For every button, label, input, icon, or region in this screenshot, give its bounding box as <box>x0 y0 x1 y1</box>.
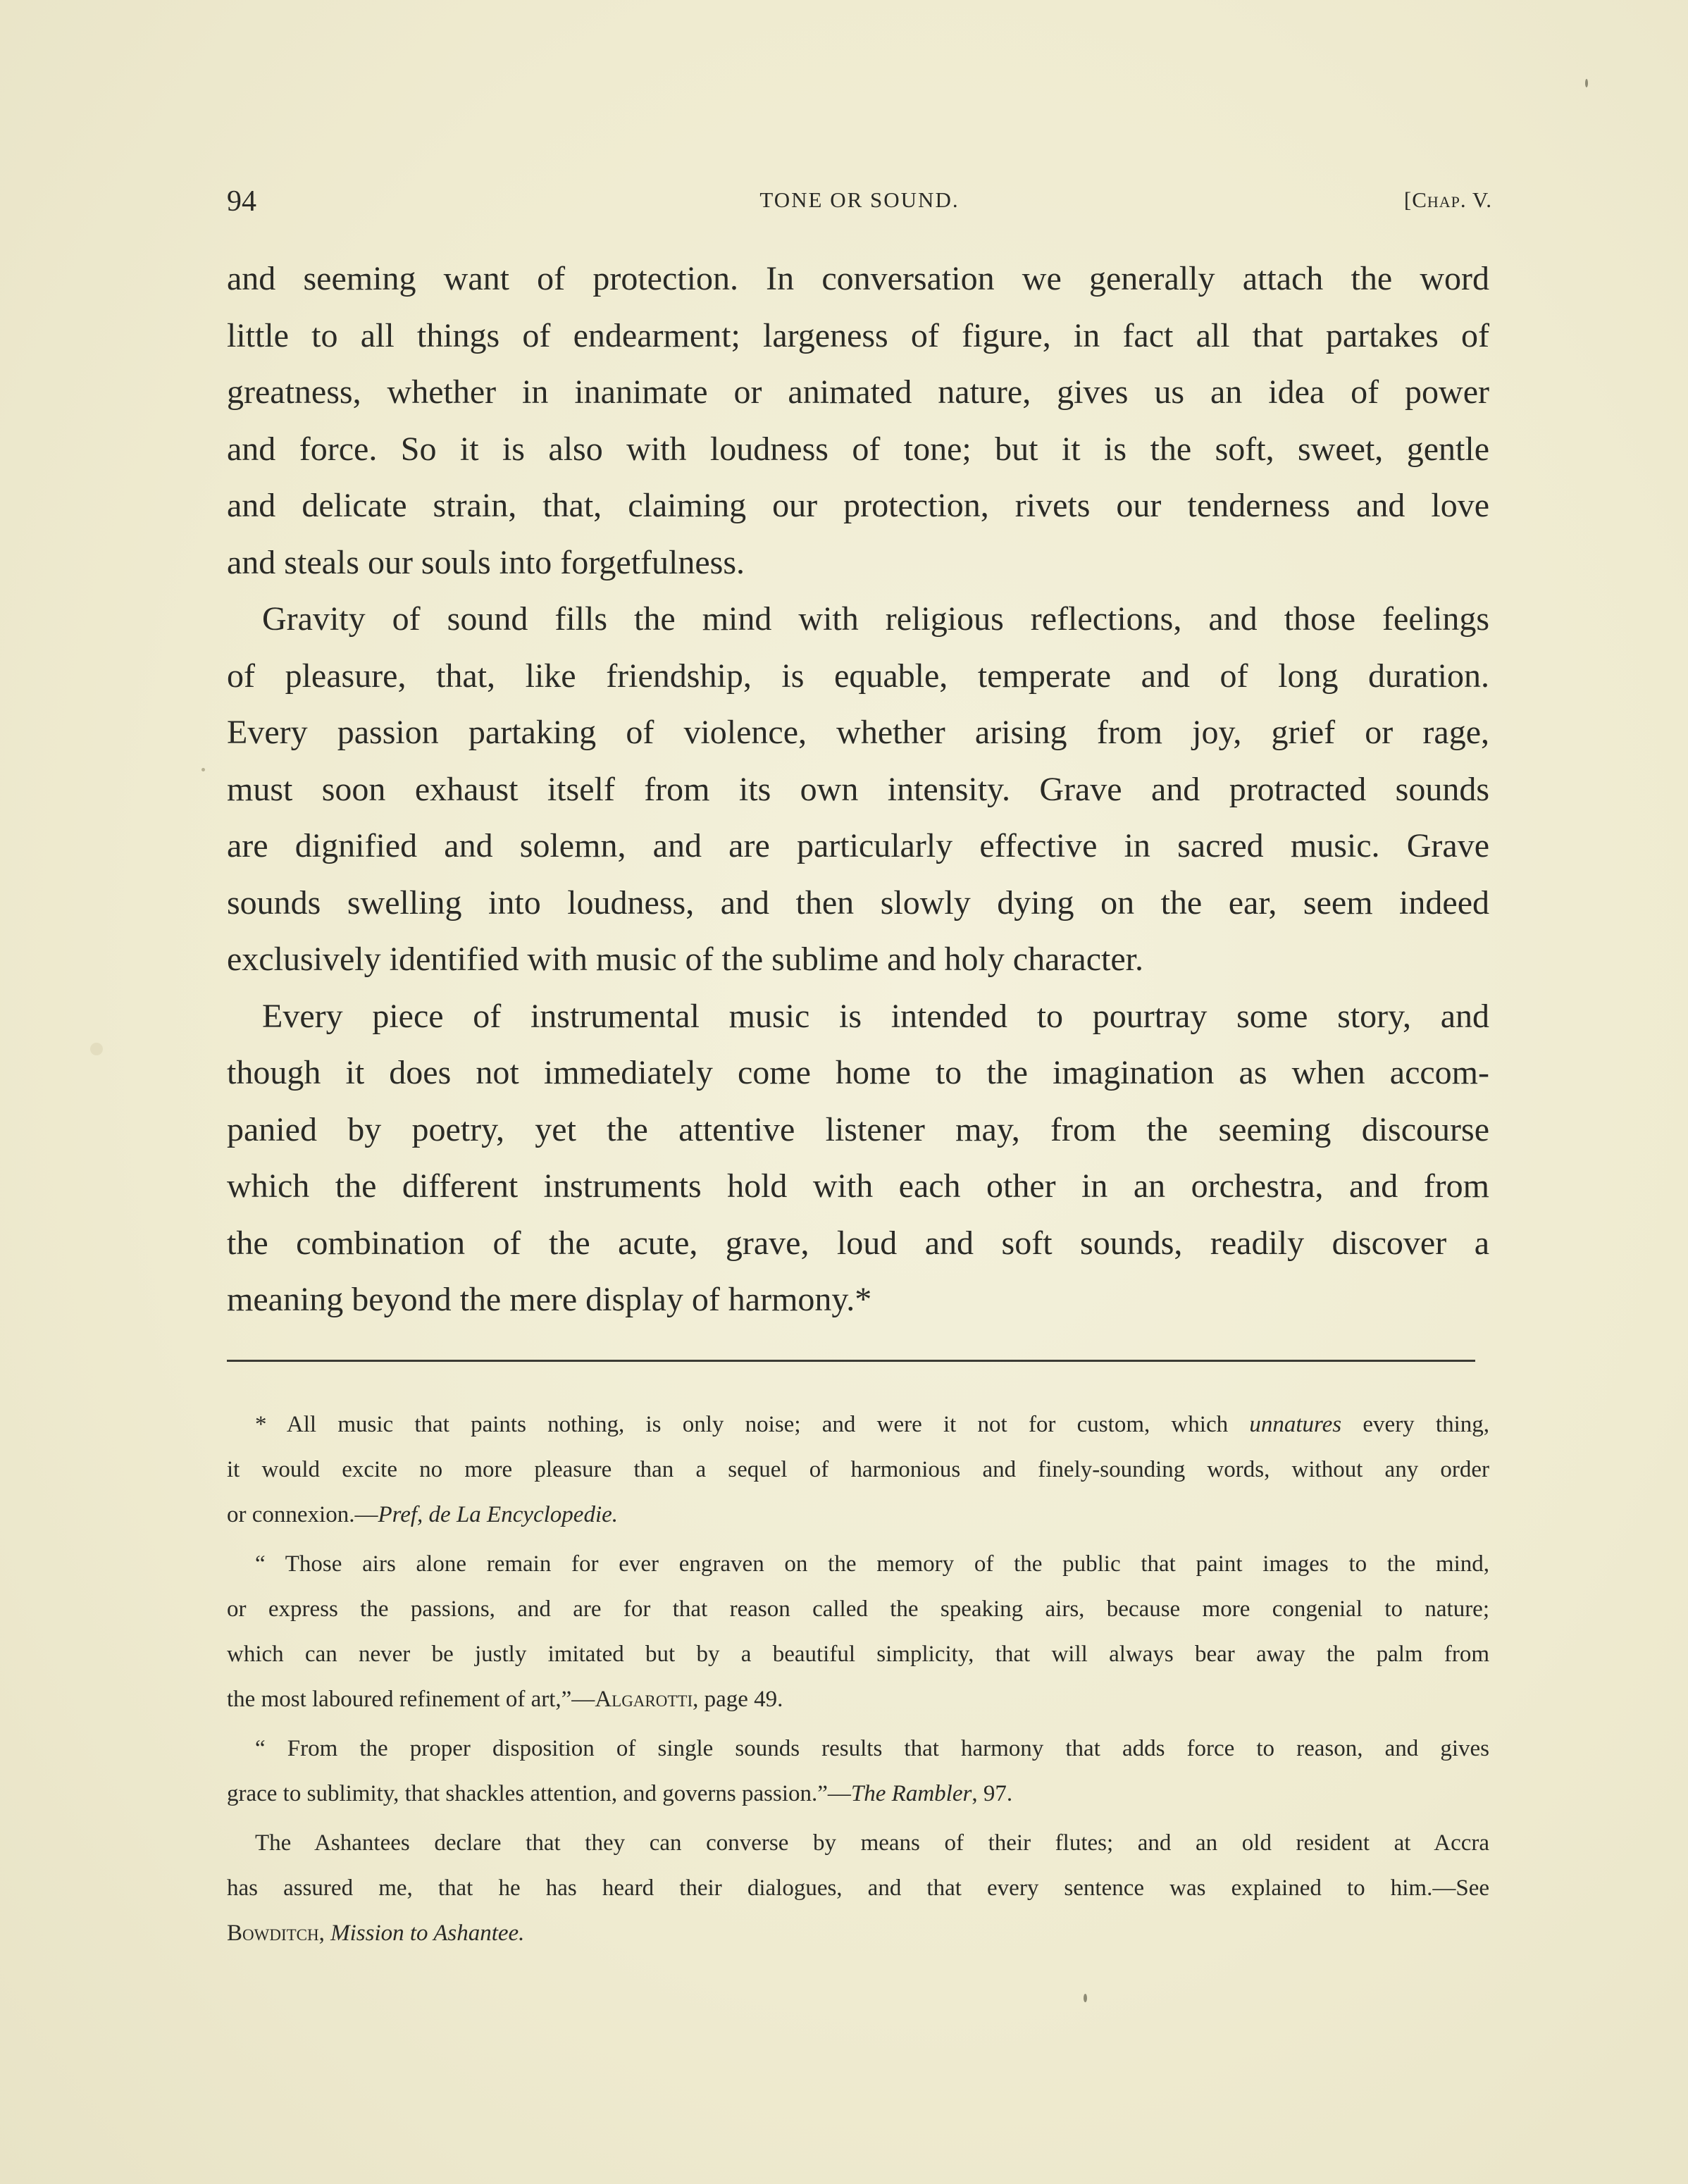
footnote-divider <box>227 1360 1475 1362</box>
body-line: and force. So it is also with loudness of tone; but it is the soft, sweet, gentle <box>227 430 1489 468</box>
footnote-text: grace to sublimity, that shackles attention, and governs passion.”— <box>227 1781 851 1806</box>
body-text <box>227 251 1489 1329</box>
body-line: of pleasure, that, like friendship, is equable, temperate and of long duration. <box>227 657 1489 695</box>
footnote-line <box>227 1402 1489 1447</box>
body-line: Every passion partaking of violence, whether arising from joy, grief or rage, <box>227 714 1489 751</box>
body-line: which the different instruments hold with each other in an orchestra, and from <box>227 1167 1489 1205</box>
footnote-author: Algarotti <box>595 1687 693 1712</box>
footnote-line <box>227 1771 1489 1816</box>
body-line: and delicate strain, that, claiming our protection, rivets our tenderness and love <box>227 487 1489 524</box>
footnote-line: it would excite no more pleasure than a sequel of harmonious and finely-sounding words, without any order <box>227 1457 1489 1482</box>
footnote-citation: The Rambler <box>850 1781 972 1806</box>
body-line: though it does not immediately come home to the imagination as when accom- <box>227 1054 1489 1091</box>
footnote-line <box>227 1677 1489 1722</box>
body-line: panied by poetry, yet the attentive listener may, from the seeming discourse <box>227 1110 1489 1148</box>
body-line: must soon exhaust itself from its own intensity. Grave and protracted sounds <box>227 770 1489 808</box>
footnotes <box>227 1402 1489 1960</box>
page-number: 94 <box>227 185 256 218</box>
footnote-text: , 97. <box>972 1781 1013 1806</box>
footnote-line: which can never be justly imitated but by a beautiful simplicity, that will always bear away the palm from <box>227 1642 1489 1667</box>
footnote-line: or express the passions, and are for that reason called the speaking airs, because more congenial to nature; <box>227 1596 1489 1622</box>
body-line: exclusively identified with music of the sublime and holy character. <box>227 941 1143 978</box>
chapter-label <box>1404 187 1492 213</box>
paper-speck <box>1585 79 1588 87</box>
footnote-text: or connexion.— <box>227 1502 378 1527</box>
footnote-text: the most laboured refinement of art,”— <box>227 1687 595 1712</box>
footnote-author: Bowditch <box>227 1921 319 1946</box>
footnote-citation: Mission to Ashantee. <box>330 1921 525 1946</box>
footnote-line: “ From the proper disposition of single sounds results that harmony that adds force to reason, and gives <box>255 1736 1489 1761</box>
paper-speck <box>201 768 205 771</box>
footnote-italic: unnatures <box>1249 1412 1342 1437</box>
body-line: Gravity of sound fills the mind with religious reflections, and those feelings <box>262 600 1489 638</box>
body-line: Every piece of instrumental music is intended to pourtray some story, and <box>262 997 1489 1035</box>
body-line: sounds swelling into loudness, and then slowly dying on the ear, seem indeed <box>227 883 1489 922</box>
footnote-citation: Pref, de La Encyclopedie. <box>378 1502 619 1527</box>
paper-speck <box>90 1043 103 1055</box>
footnote-text: , page 49. <box>693 1687 783 1712</box>
paper-speck <box>1084 1994 1087 2002</box>
footnote-text: , <box>318 1921 331 1946</box>
footnote-line <box>227 1492 1489 1537</box>
body-line: meaning beyond the mere display of harmony.* <box>227 1281 872 1318</box>
body-line: and seeming want of protection. In conversation we generally attach the word <box>227 260 1489 297</box>
footnote-line: The Ashantees declare that they can converse by means of their flutes; and an old resident at Accra <box>255 1830 1489 1856</box>
running-title: TONE OR SOUND. <box>759 187 960 212</box>
body-line: are dignified and solemn, and are particularly effective in sacred music. Grave <box>227 827 1489 864</box>
footnote-text: * All music that paints nothing, is only noise; and were it not for custom, which <box>255 1412 1250 1437</box>
footnote-line: has assured me, that he has heard their dialogues, and that every sentence was explained to him.—See <box>227 1875 1489 1901</box>
page-header <box>227 185 1492 220</box>
body-line: the combination of the acute, grave, loud and soft sounds, readily discover a <box>227 1224 1489 1262</box>
footnote-text: every thing, <box>1341 1412 1490 1437</box>
body-line: and steals our souls into forgetfulness. <box>227 543 745 581</box>
footnote-line: “ Those airs alone remain for ever engraven on the memory of the public that paint images to the mind, <box>255 1551 1489 1577</box>
body-line: little to all things of endearment; largeness of figure, in fact all that partakes of <box>227 316 1489 354</box>
chapter-label-text: [Chap. V. <box>1403 187 1492 212</box>
body-line: greatness, whether in inanimate or animated nature, gives us an idea of power <box>227 373 1489 411</box>
footnote-line <box>227 1911 1489 1956</box>
